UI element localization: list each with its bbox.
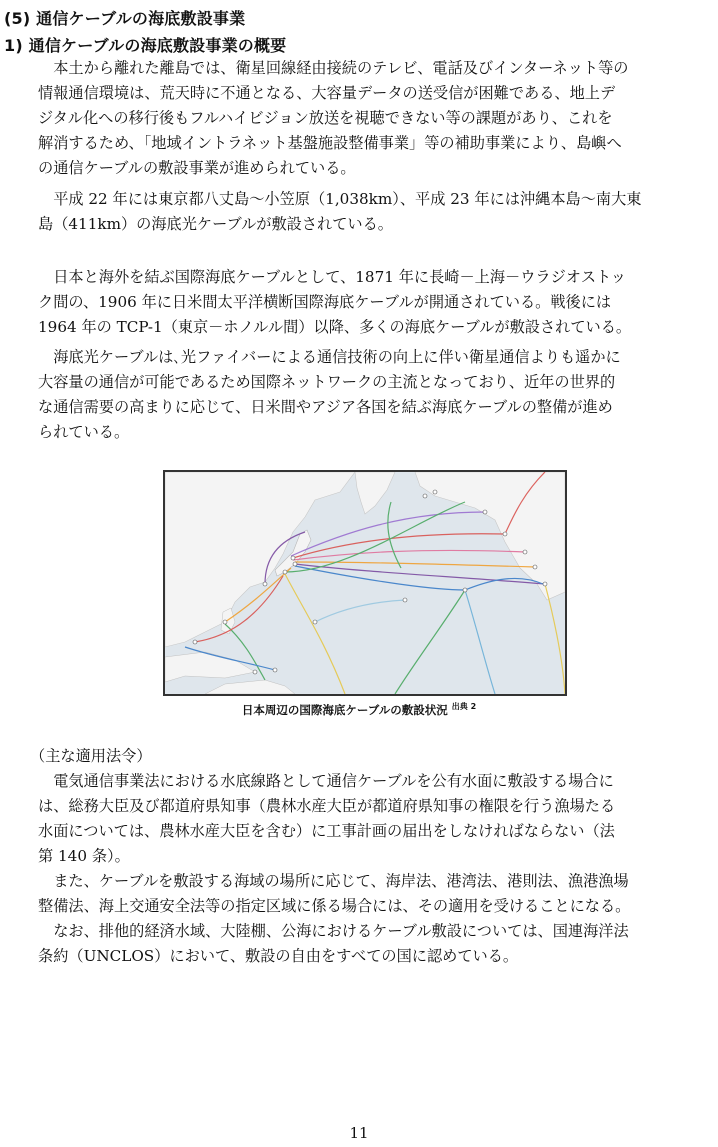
text-line: られている。 (38, 423, 130, 441)
text-line: 解消するため、「地域イントラネット基盤施設整備事業」等の補助事業により、島嶼へ (38, 134, 622, 152)
text-line: 日本と海外を結ぶ国際海底ケーブルとして、1871 年に長崎－上海－ウラジオストッ (53, 268, 626, 286)
page-number: 11 (349, 1124, 369, 1142)
law-heading: （主な適用法令） (30, 747, 152, 765)
text-line: 1964 年の TCP-1（東京－ホノルル間）以降、多くの海底ケーブルが敷設されている。 (38, 318, 632, 336)
text-line: 第 140 条）。 (38, 847, 130, 865)
figure-caption (0, 701, 718, 718)
text-line: 電気通信事業法における水底線路として通信ケーブルを公有水面に敷設する場合に (53, 772, 614, 790)
text-line: 水面については、農林水産大臣を含む）に工事計画の届出をしなければならない（法 (38, 822, 615, 840)
text-line: なお、排他的経済水域、大陸棚、公海におけるケーブル敷設については、国連海洋法 (53, 922, 629, 940)
text-line: 海底光ケーブルは､光ファイバーによる通信技術の向上に伴い衛星通信よりも遥かに (53, 348, 621, 366)
text-line: 平成 22 年には東京都八丈島～小笠原（1,038km）、平成 23 年には沖縄本島～南大東 (53, 190, 642, 208)
text-line: な通信需要の高まりに応じて、日米間やアジア各国を結ぶ海底ケーブルの整備が進め (38, 398, 613, 416)
paragraph-remote-islands (38, 56, 714, 181)
paragraph-unclos (38, 919, 714, 969)
figure-caption-text: 日本周辺の国際海底ケーブルの敷設状況 (241, 702, 448, 717)
text-line: 整備法、海上交通安全法等の指定区域に係る場合には、その適用を受けることになる。 (38, 897, 631, 915)
submarine-cable-map (163, 470, 567, 696)
paragraph-coastal-laws (38, 869, 714, 919)
text-line: ク間の、1906 年に日米間太平洋横断国際海底ケーブルが開通されている。戦後には (38, 293, 612, 311)
text-line: また、ケーブルを敷設する海域の場所に応じて、海岸法、港湾法、港則法、漁港漁場 (53, 872, 629, 890)
figure-source: 出典 2 (451, 702, 477, 711)
paragraph-optical-cables (38, 345, 714, 445)
paragraph-domestic-cables (38, 187, 714, 237)
text-line: 条約（UNCLOS）において、敷設の自由をすべての国に認めている。 (38, 947, 519, 965)
text-line: ジタル化への移行後もフルハイビジョン放送を視聴できない等の課題があり、これを (38, 109, 613, 127)
subsection-heading: 1) 通信ケーブルの海底敷設事業の概要 (4, 36, 287, 55)
text-line: 情報通信環境は、荒天時に不通となる、大容量データの送受信が困難である、地上デ (38, 84, 616, 102)
map-graphic (165, 472, 565, 694)
text-line: 本土から離れた離島では、衛星回線経由接続のテレビ、電話及びインターネット等の (53, 59, 629, 77)
text-line: 島（411km）の海底光ケーブルが敷設されている。 (38, 215, 393, 233)
text-line: は、総務大臣及び都道府県知事（農林水産大臣が都道府県知事の権限を行う漁場たる (38, 797, 616, 815)
paragraph-telecom-law (38, 769, 714, 869)
text-line: 大容量の通信が可能であるため国際ネットワークの主流となっており、近年の世界的 (38, 373, 616, 391)
text-line: の通信ケーブルの敷設事業が進められている。 (38, 159, 356, 177)
section-heading: (5) 通信ケーブルの海底敷設事業 (4, 9, 246, 28)
paragraph-international-history (38, 265, 714, 340)
